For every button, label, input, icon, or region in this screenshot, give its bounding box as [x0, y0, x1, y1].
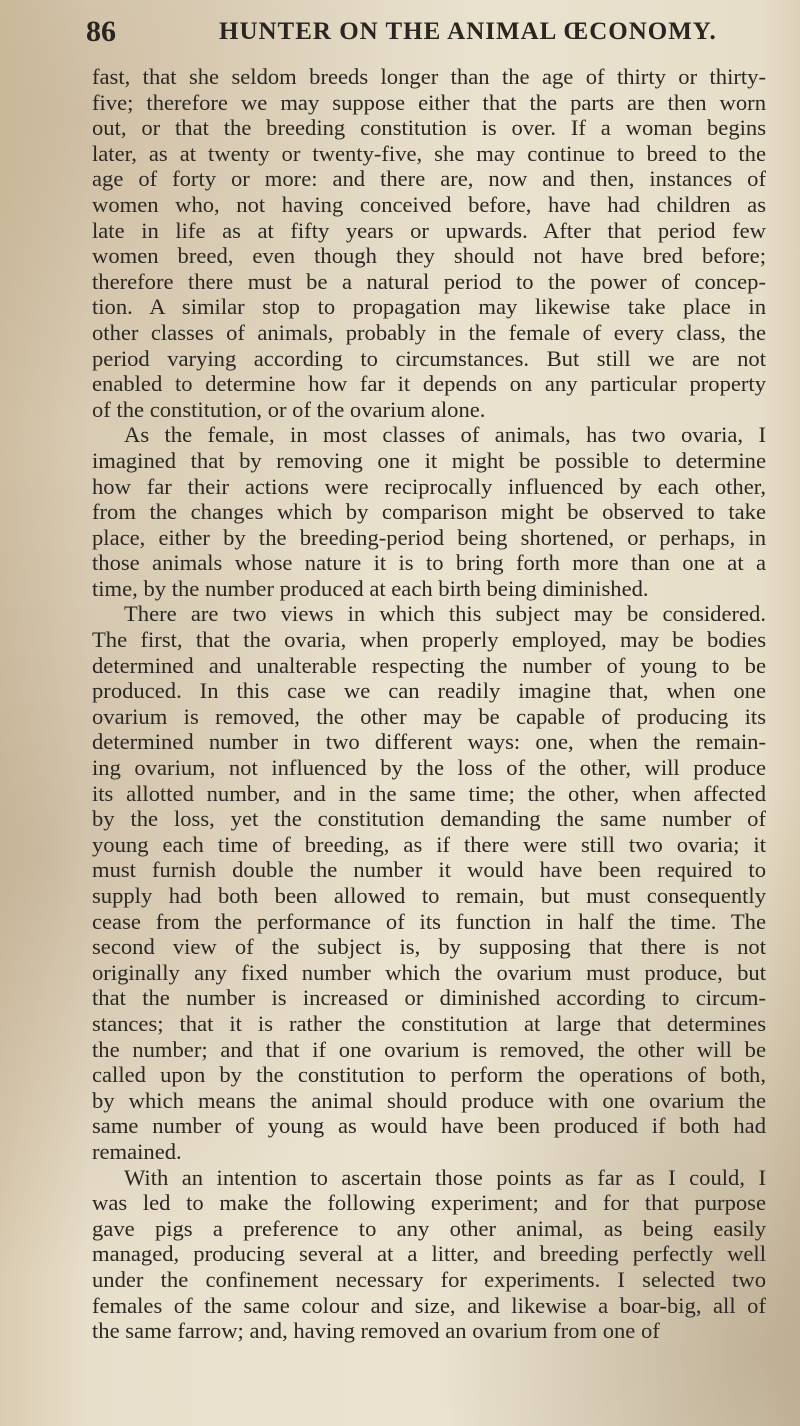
text-line: under the confinement necessary for experiments. I selected two: [92, 1266, 766, 1292]
text-line: the same farrow; and, having removed an ovarium from one of: [92, 1318, 660, 1344]
text-line: of the constitution, or of the ovarium alone.: [92, 396, 486, 422]
text-line: the number; and that if one ovarium is removed, the other will be: [92, 1036, 766, 1062]
text-line: supply had both been allowed to remain, but must consequently: [92, 883, 766, 908]
text-line: As the female, in most classes of animals, has two ovaria, I: [124, 422, 766, 448]
text-line: those animals whose nature it is to bring forth more than one at a: [92, 550, 766, 576]
text-line: women who, not having conceived before, have had children as: [92, 191, 766, 217]
text-line: from the changes which by comparison might be observed to take: [92, 499, 766, 525]
text-line: place, either by the breeding-period being shortened, or perhaps, in: [92, 524, 766, 550]
text-line: by which means the animal should produce with one ovarium the: [92, 1087, 766, 1113]
paragraph: [92, 601, 766, 1164]
text-line: period varying according to circumstances. But still we are not: [92, 345, 766, 371]
text-line: ing ovarium, not influenced by the loss of the other, will produce: [92, 755, 766, 781]
text-line: age of forty or more: and there are, now and then, instances of: [92, 166, 766, 192]
text-line: other classes of animals, probably in the female of every class, the: [92, 319, 766, 345]
text-line: tion. A similar stop to propagation may likewise take place in: [92, 294, 766, 320]
text-line: late in life as at fifty years or upwards. After that period few: [92, 217, 766, 243]
text-line: second view of the subject is, by supposing that there is not: [92, 934, 766, 960]
text-line: five; therefore we may suppose either that the parts are then worn: [92, 89, 766, 115]
paragraph: [92, 422, 766, 601]
text-line: by the loss, yet the constitution demanding the same number of: [92, 806, 766, 832]
text-line: The first, that the ovaria, when properly employed, may be bodies: [92, 627, 766, 653]
text-line: determined number in two different ways: one, when the remain-: [92, 729, 766, 755]
text-line: women breed, even though they should not have bred before;: [92, 243, 766, 269]
text-line: females of the same colour and size, and likewise a boar-big, all of: [92, 1292, 766, 1318]
text-line: cease from the performance of its function in half the time. The: [92, 908, 766, 934]
text-line: With an intention to ascertain those points as far as I could, I: [124, 1164, 766, 1190]
text-line: called upon by the constitution to perform the operations of both,: [92, 1062, 766, 1088]
running-title: HUNTER ON THE ANIMAL ŒCONOMY.: [219, 18, 717, 45]
text-line: originally any fixed number which the ovarium must produce, but: [92, 959, 766, 985]
text-line: same number of young as would have been produced if both had: [92, 1113, 766, 1139]
text-line: young each time of breeding, as if there were still two ovaria; it: [92, 831, 766, 857]
text-line: fast, that she seldom breeds longer than the age of thirty or thirty-: [92, 64, 766, 89]
text-line: There are two views in which this subject may be considered.: [124, 601, 766, 627]
page-header: [86, 4, 766, 60]
text-line: therefore there must be a natural period to the power of concep-: [92, 268, 766, 294]
text-line: imagined that by removing one it might be possible to determine: [92, 447, 766, 473]
text-line: how far their actions were reciprocally influenced by each other,: [92, 473, 766, 499]
text-line: was led to make the following experiment; and for that purpose: [92, 1190, 766, 1216]
text-line: that the number is increased or diminished according to circum-: [92, 985, 766, 1011]
text-line: produced. In this case we can readily imagine that, when one: [92, 678, 766, 704]
text-line: gave pigs a preference to any other animal, as being easily: [92, 1215, 766, 1241]
body-text: [92, 64, 766, 1344]
text-line: must furnish double the number it would have been required to: [92, 857, 766, 883]
text-line: time, by the number produced at each birth being diminished.: [92, 575, 649, 601]
text-line: its allotted number, and in the same time; the other, when affected: [92, 780, 766, 806]
paragraph: [92, 1165, 766, 1344]
text-line: remained.: [92, 1138, 182, 1164]
text-line: out, or that the breeding constitution is over. If a woman begins: [92, 115, 766, 141]
text-line: later, as at twenty or twenty-five, she may continue to breed to the: [92, 140, 766, 166]
text-line: enabled to determine how far it depends on any particular property: [92, 371, 766, 397]
text-line: ovarium is removed, the other may be capable of producing its: [92, 703, 766, 729]
page-number: 86: [86, 15, 116, 48]
text-line: determined and unalterable respecting the number of young to be: [92, 652, 766, 678]
text-line: stances; that it is rather the constitution at large that determines: [92, 1010, 766, 1036]
paragraph: [92, 64, 766, 422]
text-line: managed, producing several at a litter, and breeding perfectly well: [92, 1241, 766, 1267]
